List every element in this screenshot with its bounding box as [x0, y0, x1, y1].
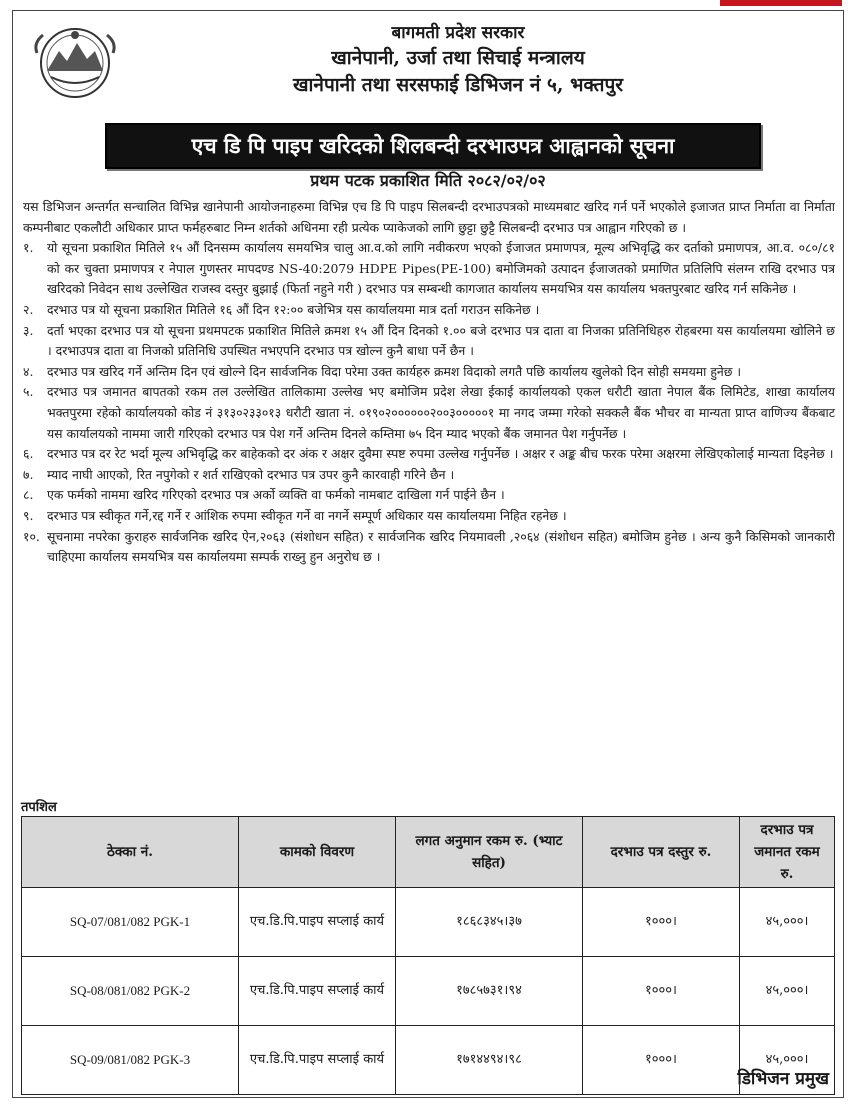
clause-number: ९. — [23, 507, 34, 523]
fee-cell: १०००। — [583, 957, 740, 1026]
corner-accent-bar — [720, 0, 842, 6]
clause-list — [23, 238, 835, 568]
header-estimate: लगत अनुमान रकम रु. (भ्याट सहित) — [396, 817, 583, 888]
ministry-name: खानेपानी, उर्जा तथा सिचाई मन्त्रालय — [331, 47, 585, 69]
publication-date: प्रथम पटक प्रकाशित मिति २०८२/०२/०२ — [310, 171, 546, 190]
header-security: दरभाउ पत्र जमानत रकम रु. — [740, 817, 835, 888]
clause-text: यो सूचना प्रकाशित मितिले १५ औं दिनसम्म कार्यालय समयभित्र चालु आ.व.को लागि नवीकरण भएको ईजाजत प्रमाणपत्र, मूल्य अभिवृद्धि कर दर्ताको प्रमाणपत्र, आ.व. ०८०/८१ को कर चुक्ता प्रमाणपत्र र नेपाल गुणस्तर मापदण्ड NS-40:2079 HDPE Pipes(PE-100) बमोजिमको उत्पादन ईजाजतको प्रमाणित प्रतिलिपि संलग्न राखि दरभाउ पत्र खरिदको निवेदन साथ उल्लेखित राजस्व दस्तुर बुझाई (फिर्ता नहुने गरी ) दरभाउ पत्र सम्बन्धी कागजात कार्यालय समयभित्र यस कार्यालय भक्तपुरबाट खरिद गर्न सकिनेछ । — [47, 240, 835, 297]
security-cell: ४५,०००। — [740, 1026, 835, 1095]
tender-no-cell: SQ-09/081/082 PGK-3 — [22, 1026, 239, 1095]
clause-item — [23, 485, 835, 506]
table-header-row — [22, 817, 835, 888]
division-name: खानेपानी तथा सरसफाई डिभिजन नं ५, भक्तपुर — [292, 74, 624, 96]
clause-number: ४. — [23, 363, 34, 379]
signatory-title: डिभिजन प्रमुख — [737, 1069, 829, 1089]
clause-number: १. — [23, 240, 34, 256]
security-cell: ४५,०००। — [740, 957, 835, 1026]
tender-no-cell: SQ-08/081/082 PGK-2 — [22, 957, 239, 1026]
schedule-table — [21, 816, 835, 1095]
clause-item — [23, 321, 835, 362]
clause-item — [23, 465, 835, 486]
description-cell: एच.डि.पि.पाइप सप्लाई कार्य — [239, 1026, 396, 1095]
clause-text: एक फर्मको नाममा खरिद गरिएको दरभाउ पत्र अर्को व्यक्ति वा फर्मको नामबाट दाखिला गर्न पाईने छैन । — [47, 487, 505, 503]
schedule-label: तपशिल — [21, 800, 57, 815]
clause-number: २. — [23, 301, 34, 317]
government-emblem-icon — [29, 23, 121, 101]
clause-item — [23, 362, 835, 383]
description-cell: एच.डि.पि.पाइप सप्लाई कार्य — [239, 957, 396, 1026]
estimate-cell: १७८५७३१।९४ — [396, 957, 583, 1026]
estimate-cell: १७१४४९४।९८ — [396, 1026, 583, 1095]
clause-number: ६. — [23, 446, 34, 462]
clause-number: १०. — [23, 528, 40, 544]
table-row — [22, 1026, 835, 1095]
notice-title: एच डि पि पाइप खरिदको शिलबन्दी दरभाउपत्र आह्वानको सूचना — [105, 123, 761, 169]
clause-text: दरभाउ पत्र यो सूचना प्रकाशित मितिले १६ औं दिन १२:०० बजेभित्र यस कार्यालयमा मात्र दर्ता गराउन सकिनेछ । — [47, 301, 540, 317]
clause-item — [23, 527, 835, 568]
notice-body — [23, 197, 835, 568]
clause-text: दरभाउ पत्र दर रेट भर्दा मूल्य अभिवृद्धि कर बाहेकको दर अंक र अक्षर दुवैमा स्पष्ट रुपमा उल्लेख गर्नुपर्नेछ । अक्षर र अङ्क बीच फरक परेमा अक्षरमा लेखिएकोलाई मान्यता दिइनेछ । — [47, 446, 834, 462]
description-cell: एच.डि.पि.पाइप सप्लाई कार्य — [239, 888, 396, 957]
intro-paragraph: यस डिभिजन अन्तर्गत सन्चालित विभिन्न खानेपानी आयोजनाहरुमा विभिन्न एच डि पि पाइप सिलबन्दी दरभाउपत्रको माध्यमबाट खरिद गर्न पर्ने भएकोले इजाजत प्राप्त निर्माता वा निर्माता कम्पनीबाट एकलौटी अधिकार प्राप्त फर्महरुबाट निम्न शर्तको अधिनमा रही प्रत्येक प्याकेजको लागि छुट्टा छुट्टै सिलबन्दी दरभाउ पत्र आह्वान गरिएको छ । — [23, 199, 835, 235]
clause-text: म्याद नाघी आएको, रित नपुगेको र शर्त राखिएको दरभाउ पत्र उपर कुनै कारवाही गरिने छैन । — [47, 466, 455, 482]
estimate-cell: १८६८३४५।३७ — [396, 888, 583, 957]
clause-item — [23, 238, 835, 300]
clause-number: ५. — [23, 384, 34, 400]
header-description: कामको विवरण — [239, 817, 396, 888]
clause-text: सूचनामा नपरेका कुराहरु सार्वजनिक खरिद ऐन,२०६३ (संशोधन सहित) र सार्वजनिक खरिद नियमावली ,२०६४ (संशोधन सहित) बमोजिम हुनेछ । अन्य कुनै किसिमको जानकारी चाहिएमा कार्यालय समयभित्र यस कार्यालयमा सम्पर्क राख्नु हुन अनुरोध छ । — [47, 528, 835, 565]
clause-number: ७. — [23, 466, 34, 482]
header-fee: दरभाउ पत्र दस्तुर रु. — [583, 817, 740, 888]
fee-cell: १०००। — [583, 1026, 740, 1095]
clause-item — [23, 506, 835, 527]
clause-item — [23, 444, 835, 465]
clause-item — [23, 382, 835, 444]
security-cell: ४५,०००। — [740, 888, 835, 957]
clause-number: ८. — [23, 487, 34, 503]
table-row — [22, 957, 835, 1026]
clause-item — [23, 300, 835, 321]
header — [133, 17, 783, 99]
notice-page — [12, 10, 844, 1098]
government-name: बागमती प्रदेश सरकार — [391, 23, 525, 43]
tender-no-cell: SQ-07/081/082 PGK-1 — [22, 888, 239, 957]
table-row — [22, 888, 835, 957]
clause-text: दरभाउ पत्र स्वीकृत गर्ने,रद्द गर्ने र आंशिक रुपमा स्वीकृत गर्ने वा नगर्ने सम्पूर्ण अधिकार यस कार्यालयमा निहित रहनेछ । — [47, 507, 567, 523]
clause-text: दरभाउ पत्र जमानत बापतको रकम तल उल्लेखित तालिकामा उल्लेख भए बमोजिम प्रदेश लेखा ईकाई कार्यालयको एकल धरौटी खाता नेपाल बैंक लिमिटेड, शाखा कार्यालय भक्तपुरमा रहेको कार्यालयको कोड नं ३१३०२३३०१३ धरौटी खाता नं. ०१९०२००००००२००३०००००१ मा नगद जम्मा गरेको सक्कलै बैंक भौचर वा मान्यता प्राप्त वाणिज्य बैंकबाट यस कार्यालयको नाममा जारी गरिएको दरभाउ पत्र पेश गर्ने अन्तिम दिनले कम्तिमा ७५ दिन म्याद भएको बैंक जमानत पेश गर्नुपर्नेछ । — [47, 384, 835, 441]
clause-number: ३. — [23, 322, 34, 338]
header-tender-no: ठेक्का नं. — [22, 817, 239, 888]
clause-text: दर्ता भएका दरभाउ पत्र यो सूचना प्रथमपटक प्रकाशित मितिले क्रमश १५ औं दिन दिनको १.०० बजे दरभाउ पत्र दाता वा निजका प्रतिनिधिहरु रोहबरमा यस कार्यालयमा खोलिने छ । दरभाउपत्र दाता वा निजको प्रतिनिधि उपस्थित नभएपनि दरभाउ पत्र खोल्न कुनै बाधा पर्ने छैन । — [47, 322, 835, 359]
clause-text: दरभाउ पत्र खरिद गर्ने अन्तिम दिन एवं खोल्ने दिन सार्वजनिक विदा परेमा उक्त कार्यहरु क्रमश विदाको लगतै पछि कार्यालय खुलेको दिन सोही समयमा हुनेछ । — [47, 363, 742, 379]
fee-cell: १०००। — [583, 888, 740, 957]
